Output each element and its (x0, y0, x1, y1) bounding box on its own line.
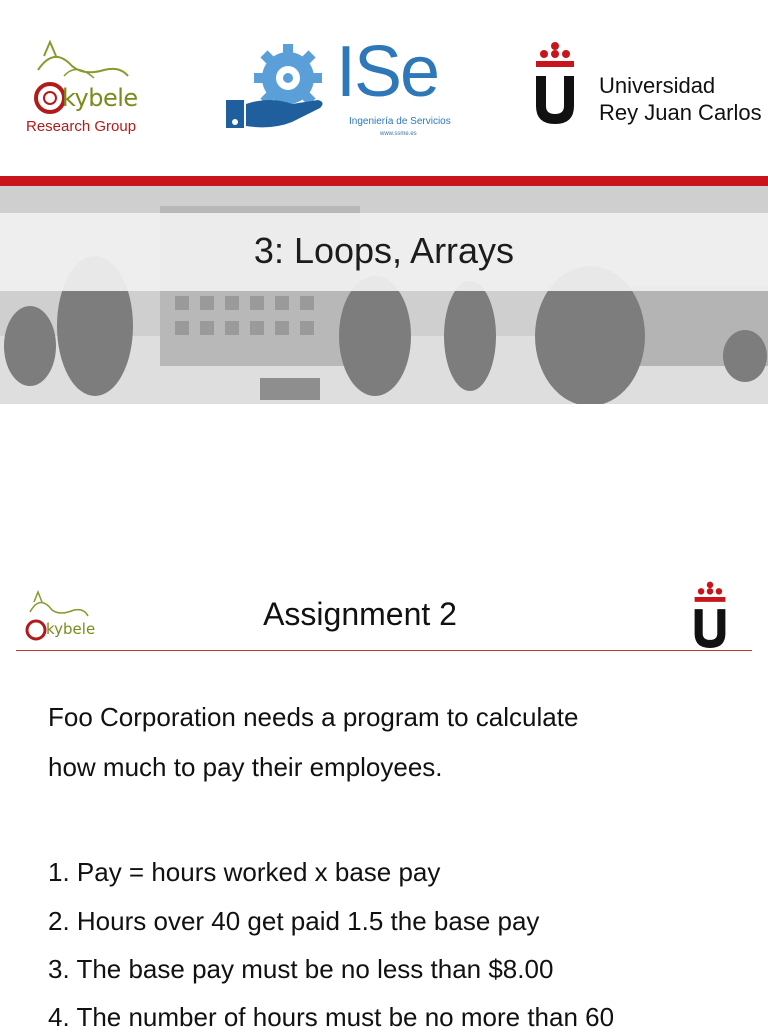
ise-url: www.ssme.es (380, 131, 417, 137)
red-divider-band (0, 176, 768, 186)
kybele-group: Research Group (26, 118, 137, 135)
urjc-logo-icon (533, 40, 577, 124)
title-underline (16, 650, 752, 651)
rule-item-3: 3. The base pay must be no less than $8.00 (48, 954, 554, 984)
rule-item-4: 4. The number of hours must be no more than 60 (48, 1002, 615, 1032)
rule-item-2: 2. Hours over 40 get paid 1.5 the base pay (48, 906, 540, 936)
intro-line-1: Foo Corporation needs a program to calculate (48, 702, 579, 732)
rule-item-1: 1. Pay = hours worked x base pay (48, 857, 441, 887)
urjc-name-line1: Universidad (599, 73, 716, 98)
slide-title: 3: Loops, Arrays (253, 230, 515, 271)
kybele-name: kybele (62, 84, 138, 112)
intro-line-2: how much to pay their employees. (48, 752, 443, 782)
urjc-name-line2: Rey Juan Carlos (599, 100, 762, 125)
ise-subtitle: Ingeniería de Servicios (349, 116, 451, 127)
assignment-title: Assignment 2 (263, 596, 457, 632)
urjc-small-logo-icon (692, 580, 728, 648)
ise-name: ISe (336, 32, 439, 112)
kybele-small-name: kybele (46, 620, 96, 638)
